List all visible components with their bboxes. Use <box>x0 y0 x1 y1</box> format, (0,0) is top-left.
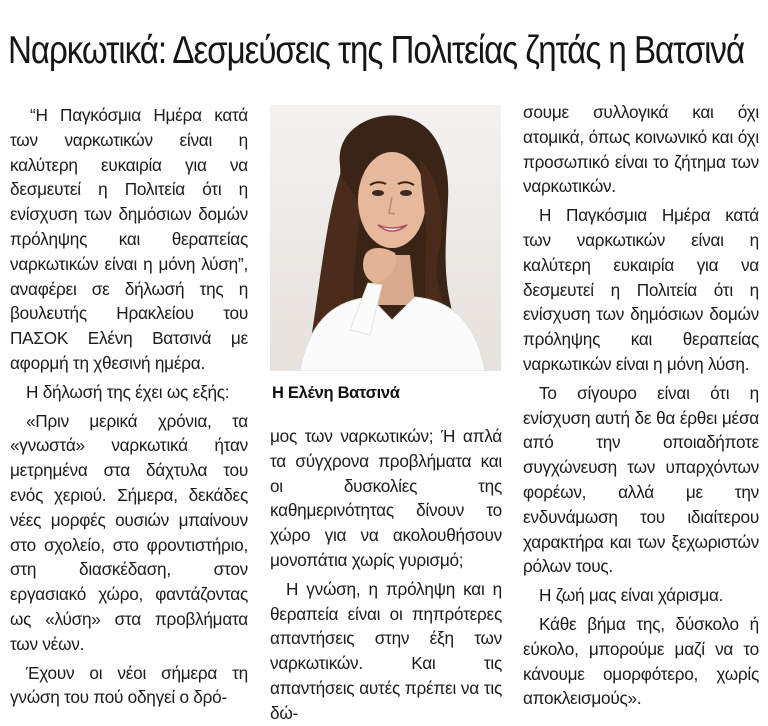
portrait-photo <box>270 105 501 371</box>
paragraph: Η γνώση, η πρόληψη και η θεραπεία είναι οι πηπρότερες απαντήσεις στην έξη των ναρκωτικών. Και τις απαντήσεις αυτές πρέπει να τις δώ- <box>270 578 502 723</box>
paragraph: “Η Παγκόσμια Ημέρα κατά των ναρκωτικών είναι η καλύτερη ευκαιρία για να δεσμευτεί η Πολιτεία ότι η ενίσχυση των δημόσιων δομών πρόληψης και θεραπείας ναρκωτικών είναι η μόνη λύση”, αναφέρει σε δήλωσή της η βουλευτής Ηρακλείου του ΠΑΣΟΚ Ελένη Βατσινά με αφορμή τη χθεσινή ημέρα. <box>10 105 248 373</box>
portrait-illustration <box>270 105 501 371</box>
article-column-3 <box>523 100 759 711</box>
article-column-2 <box>270 424 502 726</box>
paragraph: Έχουν οι νέοι σήμερα τη γνώση του πού οδηγεί ο δρό- <box>10 662 248 708</box>
article-column-1 <box>10 103 248 710</box>
paragraph: μος των ναρκωτικών; Ή απλά τα σύγχρονα προβλήματα και οι δυσκολίες της καθημερινότητας δίνουν το χώρο για να ακολουθήσουν μονοπάτια χωρίς γυρισμό; <box>270 426 502 570</box>
paragraph: Κάθε βήμα της, δύσκολο ή εύκολο, μπορούμε μαζί να το κάνουμε ομορφότερο, χωρίς αποκλεισμούς». <box>523 613 759 709</box>
paragraph: Η δήλωσή της έχει ως εξής: <box>26 381 230 402</box>
paragraph: «Πριν μερικά χρόνια, τα «γνωστά» ναρκωτικά ήταν μετρημένα στα δάχτυλα του ενός χεριού. Σήμερα, δεκάδες νέες μορφές ουσιών μπαίνουν στο σχολείο, στο φροντιστήριο, στη διασκέδαση, στον εργασιακό χώρο, φαντάζοντας ως «λύση» στα προβλήματα των νέων. <box>10 410 248 654</box>
paragraph: Το σίγουρο είναι ότι η ενίσχυση αυτή δε θα έρθει μέσα από την οποιαδήποτε συγχώνευση των υπαρχόντων φορέων, αλλά με την ενδυνάμωση του ιδιαίτερου χαρακτήρα και των ξεχωριστών ρόλων τους. <box>523 382 759 577</box>
paragraph: Η Παγκόσμια Ημέρα κατά των ναρκωτικών είναι η καλύτερη ευκαιρία για να δεσμευτεί η Πολιτεία ότι η ενίσχυση των δημόσιων δομών πρόληψης και θεραπείας ναρκωτικών είναι η μόνη λύση. <box>523 205 759 374</box>
paragraph: σουμε συλλογικά και όχι ατομικά, όπως κοινωνικό και όχι προσωπικό είναι το ζήτημα των ναρκωτικών. <box>523 102 759 197</box>
photo-caption: Η Ελένη Βατσινά <box>272 384 400 402</box>
paragraph: Η ζωή μας είναι χάρισμα. <box>539 585 724 606</box>
article-headline: Ναρκωτικά: Δεσμεύσεις της Πολιτείας ζητάς η Βατσινά <box>8 29 745 72</box>
